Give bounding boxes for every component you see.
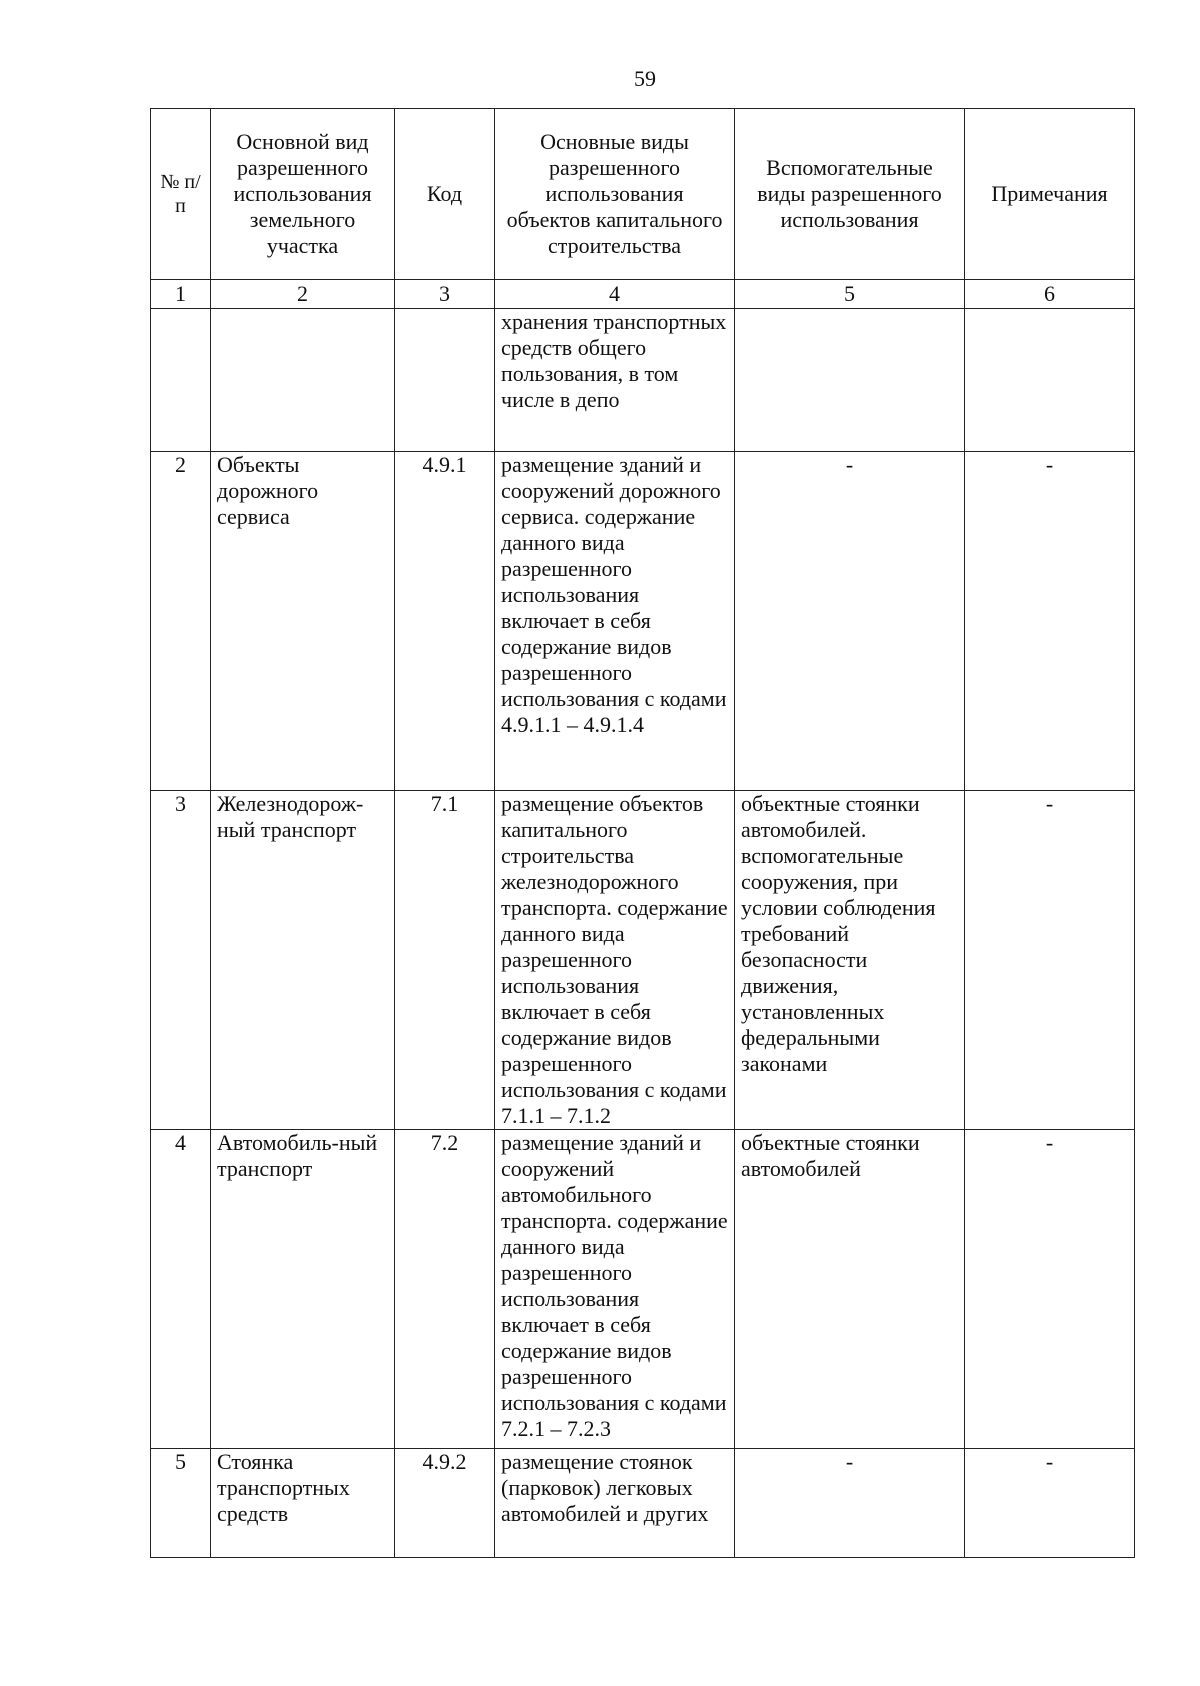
- table-row: [151, 791, 1135, 1130]
- row-capital-use: хранения транспортных средств общего пользования, в том числе в депо: [495, 309, 735, 452]
- row-main-use: [211, 309, 395, 452]
- row-code: 4.9.1: [395, 452, 495, 791]
- row-number: 2: [151, 452, 211, 791]
- table-row: [151, 452, 1135, 791]
- row-number: 3: [151, 791, 211, 1130]
- column-number: 5: [735, 280, 965, 309]
- header-code: Код: [395, 109, 495, 280]
- row-code: 7.2: [395, 1130, 495, 1449]
- row-auxiliary-use: объектные стоянки автомобилей: [735, 1130, 965, 1449]
- row-notes: -: [965, 452, 1135, 791]
- header-auxiliary-use: Вспомогательные виды разрешенного использования: [735, 109, 965, 280]
- row-auxiliary-use: [735, 309, 965, 452]
- row-main-use: Объекты дорожного сервиса: [211, 452, 395, 791]
- table-row: [151, 1449, 1135, 1558]
- header-number: № п/п: [151, 109, 211, 280]
- header-main-use: Основной вид разрешенного использования земельного участка: [211, 109, 395, 280]
- header-notes: Примечания: [965, 109, 1135, 280]
- land-use-table: [150, 108, 1135, 1558]
- row-main-use: Железнодорож-ный транспорт: [211, 791, 395, 1130]
- row-notes: -: [965, 791, 1135, 1130]
- row-notes: -: [965, 1449, 1135, 1558]
- row-notes: -: [965, 1130, 1135, 1449]
- column-number: 1: [151, 280, 211, 309]
- page-number: 59: [634, 66, 656, 91]
- column-number: 2: [211, 280, 395, 309]
- row-code: [395, 309, 495, 452]
- row-capital-use: размещение зданий и сооружений дорожного сервиса. содержание данного вида разрешенного использования включает в себя содержание видов разрешенного использования с кодами 4.9.1.1 – 4.9.1.4: [495, 452, 735, 791]
- row-number: 5: [151, 1449, 211, 1558]
- row-number: [151, 309, 211, 452]
- row-main-use: Стоянка транспортных средств: [211, 1449, 395, 1558]
- column-number: 4: [495, 280, 735, 309]
- header-capital-use: Основные виды разрешенного использования объектов капитального строительства: [495, 109, 735, 280]
- column-number: 3: [395, 280, 495, 309]
- row-auxiliary-use: объектные стоянки автомобилей. вспомогательные сооружения, при условии соблюдения требований безопасности движения, установленных федеральными законами: [735, 791, 965, 1130]
- row-auxiliary-use: -: [735, 452, 965, 791]
- row-capital-use: размещение стоянок (парковок) легковых автомобилей и других: [495, 1449, 735, 1558]
- column-number: 6: [965, 280, 1135, 309]
- table-row: [151, 309, 1135, 452]
- row-auxiliary-use: -: [735, 1449, 965, 1558]
- row-number: 4: [151, 1130, 211, 1449]
- row-capital-use: размещение зданий и сооружений автомобильного транспорта. содержание данного вида разрешенного использования включает в себя содержание видов разрешенного использования с кодами 7.2.1 – 7.2.3: [495, 1130, 735, 1449]
- row-code: 7.1: [395, 791, 495, 1130]
- table-header-row: [151, 109, 1135, 280]
- table-row: [151, 1130, 1135, 1449]
- row-main-use: Автомобиль-ный транспорт: [211, 1130, 395, 1449]
- row-code: 4.9.2: [395, 1449, 495, 1558]
- row-capital-use: размещение объектов капитального строительства железнодорожного транспорта. содержание данного вида разрешенного использования включает в себя содержание видов разрешенного использования с кодами 7.1.1 – 7.1.2: [495, 791, 735, 1130]
- column-number-row: [151, 280, 1135, 309]
- row-notes: [965, 309, 1135, 452]
